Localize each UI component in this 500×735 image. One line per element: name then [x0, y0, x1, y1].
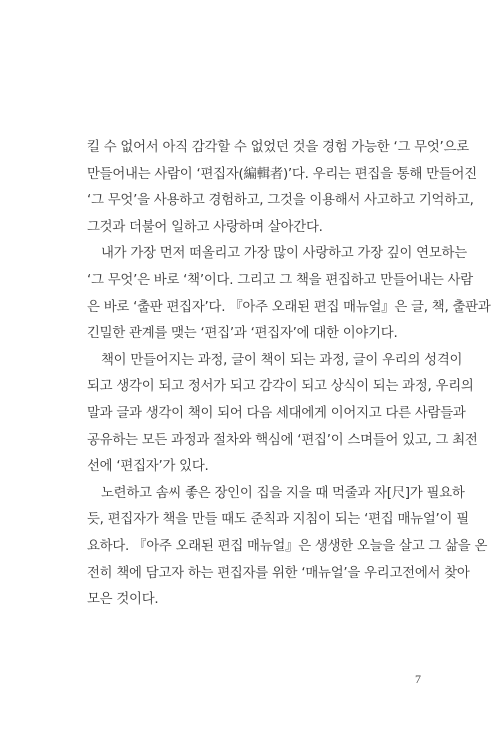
text-line: 내가 가장 먼저 떠올리고 가장 많이 사랑하고 가장 깊이 연모하는 — [101, 246, 467, 262]
text-line: 듯, 편집자가 책을 만들 때도 준칙과 지침이 되는 ‘편집 매뉴얼’이 필 — [87, 512, 469, 528]
text-line: 전히 책에 담고자 하는 편집자를 위한 ‘매뉴얼’을 우리고전에서 찾아 — [87, 565, 470, 581]
text-line: 말과 글과 생각이 책이 되어 다음 세대에게 이어지고 다른 사람들과 — [87, 405, 466, 421]
paragraph-3 — [87, 348, 478, 481]
text-line: 모은 것이다. — [87, 592, 159, 608]
paragraph-4 — [87, 481, 488, 614]
text-line: 은 바로 ‘출판 편집자’다. 『아주 오래된 편집 매뉴얼』은 글, 책, 출판과 — [87, 299, 491, 315]
text-line: 만들어내는 사람이 ‘편집자(編輯者)’다. 우리는 편집을 통해 만들어진 — [87, 166, 477, 182]
text-line: 킬 수 없어서 아직 감각할 수 없었던 것을 경험 가능한 ‘그 무엇’으로 — [87, 140, 469, 155]
text-line: 요하다. 『아주 오래된 편집 매뉴얼』은 생생한 오늘을 살고 그 삶을 온 — [87, 538, 488, 554]
page-number: 7 — [415, 672, 421, 686]
paragraph-2 — [87, 241, 491, 347]
text-line: 긴밀한 관계를 맺는 ‘편집’과 ‘편집자’에 대한 이야기다. — [87, 326, 398, 342]
text-line: ‘그 무엇’을 사용하고 경험하고, 그것을 이용해서 사고하고 기억하고, — [87, 193, 474, 209]
body-text — [87, 135, 491, 614]
text-line: 되고 생각이 되고 정서가 되고 감각이 되고 상식이 되는 과정, 우리의 — [87, 379, 474, 395]
text-line: 선에 ‘편집자’가 있다. — [87, 459, 209, 475]
text-line: 공유하는 모든 과정과 절차와 핵심에 ‘편집’이 스며들어 있고, 그 최전 — [87, 432, 478, 448]
text-line: 그것과 더불어 일하고 사랑하며 살아간다. — [87, 219, 323, 235]
text-line: ‘그 무엇’은 바로 ‘책’이다. 그리고 그 책을 편집하고 만들어내는 사람 — [87, 272, 473, 288]
text-line: 노련하고 솜씨 좋은 장인이 집을 지을 때 먹줄과 자[尺]가 필요하 — [101, 485, 465, 501]
text-line: 책이 만들어지는 과정, 글이 책이 되는 과정, 글이 우리의 성격이 — [101, 352, 463, 368]
paragraph-1 — [87, 135, 477, 241]
